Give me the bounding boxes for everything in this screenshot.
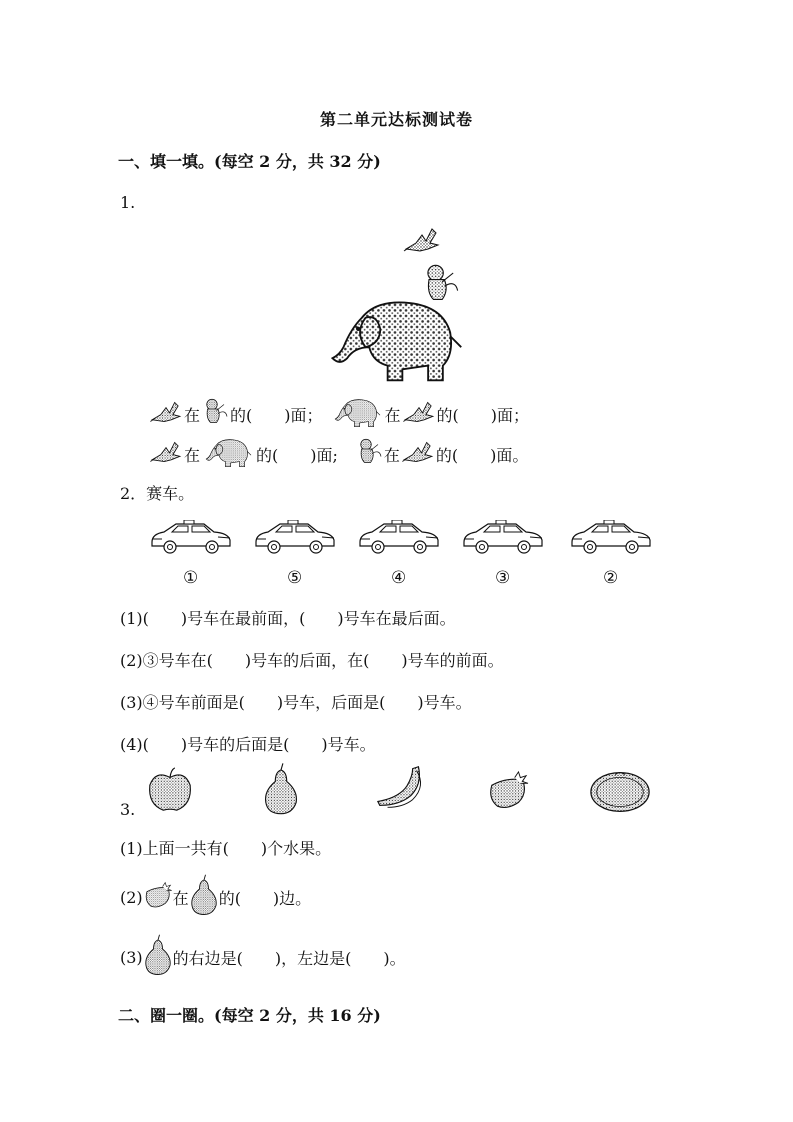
- pear-icon: [189, 874, 219, 920]
- q2-item-2: (2)③号车在( )号车的后面，在( )号车的前面。: [120, 651, 504, 670]
- q3-item-2: [120, 874, 311, 920]
- q3-item-2-mid: 在: [172, 888, 189, 908]
- apple-icon: [146, 766, 194, 814]
- q3-item-1: (1)上面一共有( )个水果。: [120, 839, 332, 858]
- q1-row1-a-mid: 在: [184, 405, 201, 425]
- q3-item-3: [120, 934, 406, 980]
- q1-row1-b-end: 的( )面；: [436, 405, 530, 425]
- q2-item-4: (4)( )号车的后面是( )号车。: [120, 735, 376, 754]
- question-2-title: 2．赛车。: [120, 484, 195, 503]
- orange-icon: [588, 768, 652, 814]
- strawberry-icon: [486, 770, 530, 810]
- question-1-row-1: [148, 396, 529, 432]
- car-label: ③: [495, 568, 511, 588]
- question-1-number: 1.: [120, 193, 136, 212]
- page-title: 第二单元达标测试卷: [319, 110, 473, 129]
- bird-icon: [148, 399, 184, 429]
- race-car-icon: [460, 520, 546, 556]
- pear-icon: [143, 934, 173, 980]
- elephant-icon: [329, 396, 385, 432]
- car-label: ①: [183, 568, 199, 588]
- banana-icon: [374, 764, 432, 810]
- bird-icon: [148, 439, 184, 469]
- question-1-row-2: [148, 436, 528, 472]
- monkey-icon: [200, 397, 230, 431]
- bird-icon: [402, 225, 442, 255]
- q1-row2-b-end: 的( )面。: [435, 445, 529, 465]
- bird-icon: [401, 399, 437, 429]
- monkey-icon: [354, 437, 384, 471]
- q3-item-2-prefix: (2): [120, 887, 143, 907]
- q1-row2-b-mid: 在: [383, 445, 400, 465]
- q2-item-3: (3)④号车前面是( )号车，后面是( )号车。: [120, 693, 472, 712]
- race-car-icon: [252, 520, 338, 556]
- section-1-heading: 一、填一填。(每空 2 分，共 32 分): [118, 152, 381, 171]
- bird-icon: [400, 439, 436, 469]
- section-2-heading: 二、圈一圈。(每空 2 分，共 16 分): [118, 1006, 381, 1025]
- car-label: ④: [391, 568, 407, 588]
- strawberry-icon: [143, 881, 173, 913]
- q1-row1-b-mid: 在: [384, 405, 401, 425]
- q3-item-3-prefix: (3): [120, 947, 143, 967]
- car-label: ⑤: [287, 568, 303, 588]
- q1-row2-a-end: 的( )面;: [256, 445, 338, 465]
- elephant-icon: [312, 292, 478, 384]
- q3-item-2-end: 的( )边。: [218, 888, 312, 908]
- race-car-icon: [568, 520, 654, 556]
- question-3-number: 3.: [120, 800, 136, 819]
- q1-row1-a-end: 的( )面；: [230, 405, 323, 425]
- race-car-icon: [148, 520, 234, 556]
- q2-item-1: (1)( )号车在最前面，( )号车在最后面。: [120, 609, 456, 628]
- car-label: ②: [603, 568, 619, 588]
- q1-row2-a-mid: 在: [184, 445, 201, 465]
- race-car-icon: [356, 520, 442, 556]
- q3-item-3-end: 的右边是( )，左边是( )。: [172, 948, 406, 968]
- pear-icon: [262, 762, 300, 816]
- elephant-icon: [200, 436, 256, 472]
